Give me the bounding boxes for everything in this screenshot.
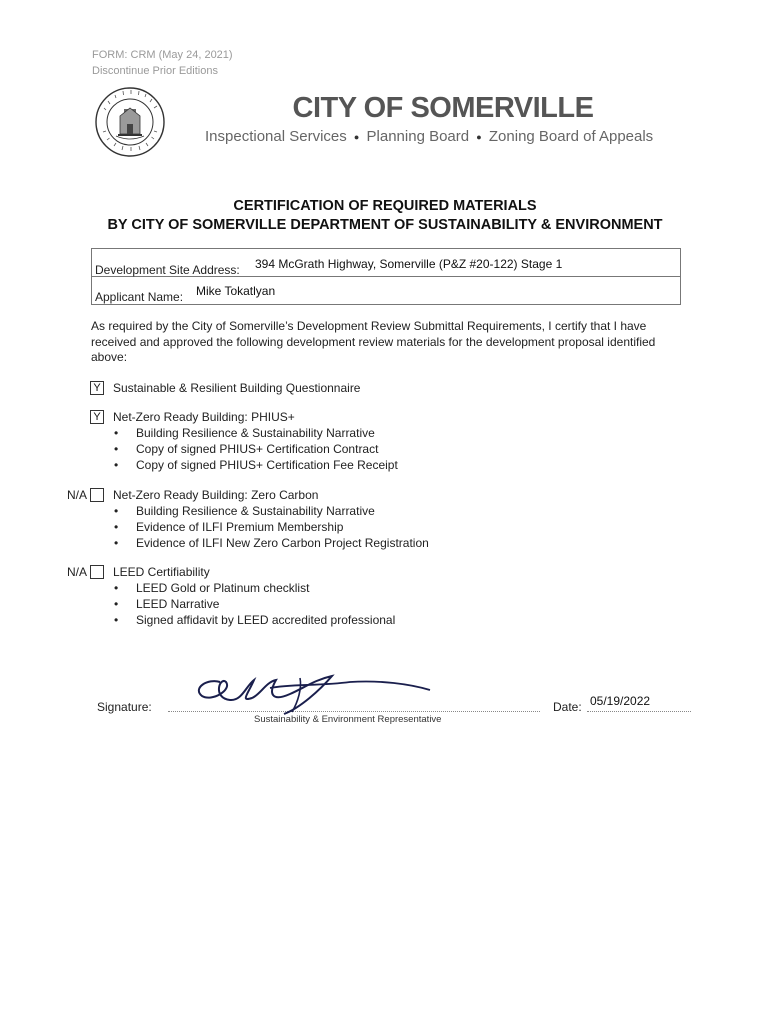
checkbox[interactable] xyxy=(90,488,104,502)
dept-inspectional-services: Inspectional Services xyxy=(205,128,347,145)
signature-caption: Sustainability & Environment Representative xyxy=(254,714,442,725)
handwritten-signature[interactable] xyxy=(180,668,440,720)
bullet-item-text: LEED Narrative xyxy=(136,597,220,611)
certification-heading-line1: CERTIFICATION OF REQUIRED MATERIALS xyxy=(233,198,537,214)
bullet-icon: • xyxy=(114,458,119,472)
applicant-name-field[interactable]: Mike Tokatlyan xyxy=(196,284,276,298)
signature-label: Signature: xyxy=(97,700,152,714)
applicant-name-label: Applicant Name: xyxy=(95,290,184,304)
bullet-icon: • xyxy=(114,613,119,627)
bullet-item-text: Evidence of ILFI New Zero Carbon Project Registration xyxy=(136,536,429,550)
date-field[interactable]: 05/19/2022 xyxy=(590,694,651,708)
bullet-icon: • xyxy=(114,536,119,550)
form-meta xyxy=(92,47,233,79)
site-address-label: Development Site Address: xyxy=(95,263,240,277)
bullet-icon: • xyxy=(114,504,119,518)
bullet-separator-icon: ● xyxy=(353,132,360,143)
checklist-item-label: Sustainable & Resilient Building Questionnaire xyxy=(113,381,361,395)
bullet-item-text: Building Resilience & Sustainability Narrative xyxy=(136,504,375,518)
checklist-item-label: Net-Zero Ready Building: Zero Carbon xyxy=(113,488,319,502)
certification-statement: As required by the City of Somerville’s Development Review Submittal Requirements, I certify that I have received and approved the following development review materials for the development proposal identified above: xyxy=(91,319,656,364)
na-label: N/A xyxy=(67,565,88,579)
checklist-item-label: Net-Zero Ready Building: PHIUS+ xyxy=(113,410,295,424)
applicant-info-box xyxy=(91,248,681,305)
bullet-icon: • xyxy=(114,426,119,440)
date-line xyxy=(587,711,691,712)
bullet-separator-icon: ● xyxy=(476,132,482,143)
bullet-item-text: Signed affidavit by LEED accredited professional xyxy=(136,613,396,627)
bullet-item-text: Evidence of ILFI Premium Membership xyxy=(136,520,344,534)
date-label: Date: xyxy=(553,700,582,714)
na-label: N/A xyxy=(67,488,88,502)
bullet-item-text: Copy of signed PHIUS+ Certification Fee Receipt xyxy=(136,458,398,472)
dept-zoning-board: Zoning Board of Appeals xyxy=(488,128,654,145)
site-address-field[interactable]: 394 McGrath Highway, Somerville (P&Z #20-122) Stage 1 xyxy=(255,257,563,271)
bullet-icon: • xyxy=(114,442,119,456)
checkbox[interactable] xyxy=(90,565,104,579)
checkbox[interactable]: Y xyxy=(90,381,104,395)
bullet-item-text: Building Resilience & Sustainability Narrative xyxy=(136,426,375,440)
page-title: CITY OF SOMERVILLE xyxy=(292,92,594,124)
checklist-item-label: LEED Certifiability xyxy=(113,565,210,579)
site-address-row xyxy=(92,249,680,277)
certification-heading-line2: BY CITY OF SOMERVILLE DEPARTMENT OF SUSTAINABILITY & ENVIRONMENT xyxy=(107,217,663,233)
form-id: FORM: CRM (May 24, 2021) xyxy=(92,49,233,61)
dept-planning-board: Planning Board xyxy=(366,128,470,145)
checkbox[interactable]: Y xyxy=(90,410,104,424)
bullet-icon: • xyxy=(114,581,119,595)
bullet-icon: • xyxy=(114,597,119,611)
bullet-item-text: Copy of signed PHIUS+ Certification Contract xyxy=(136,442,379,456)
city-seal-logo xyxy=(94,86,166,158)
bullet-icon: • xyxy=(114,520,119,534)
form-edition-note: Discontinue Prior Editions xyxy=(92,65,218,77)
bullet-item-text: LEED Gold or Platinum checklist xyxy=(136,581,310,595)
departments-line xyxy=(205,128,653,145)
